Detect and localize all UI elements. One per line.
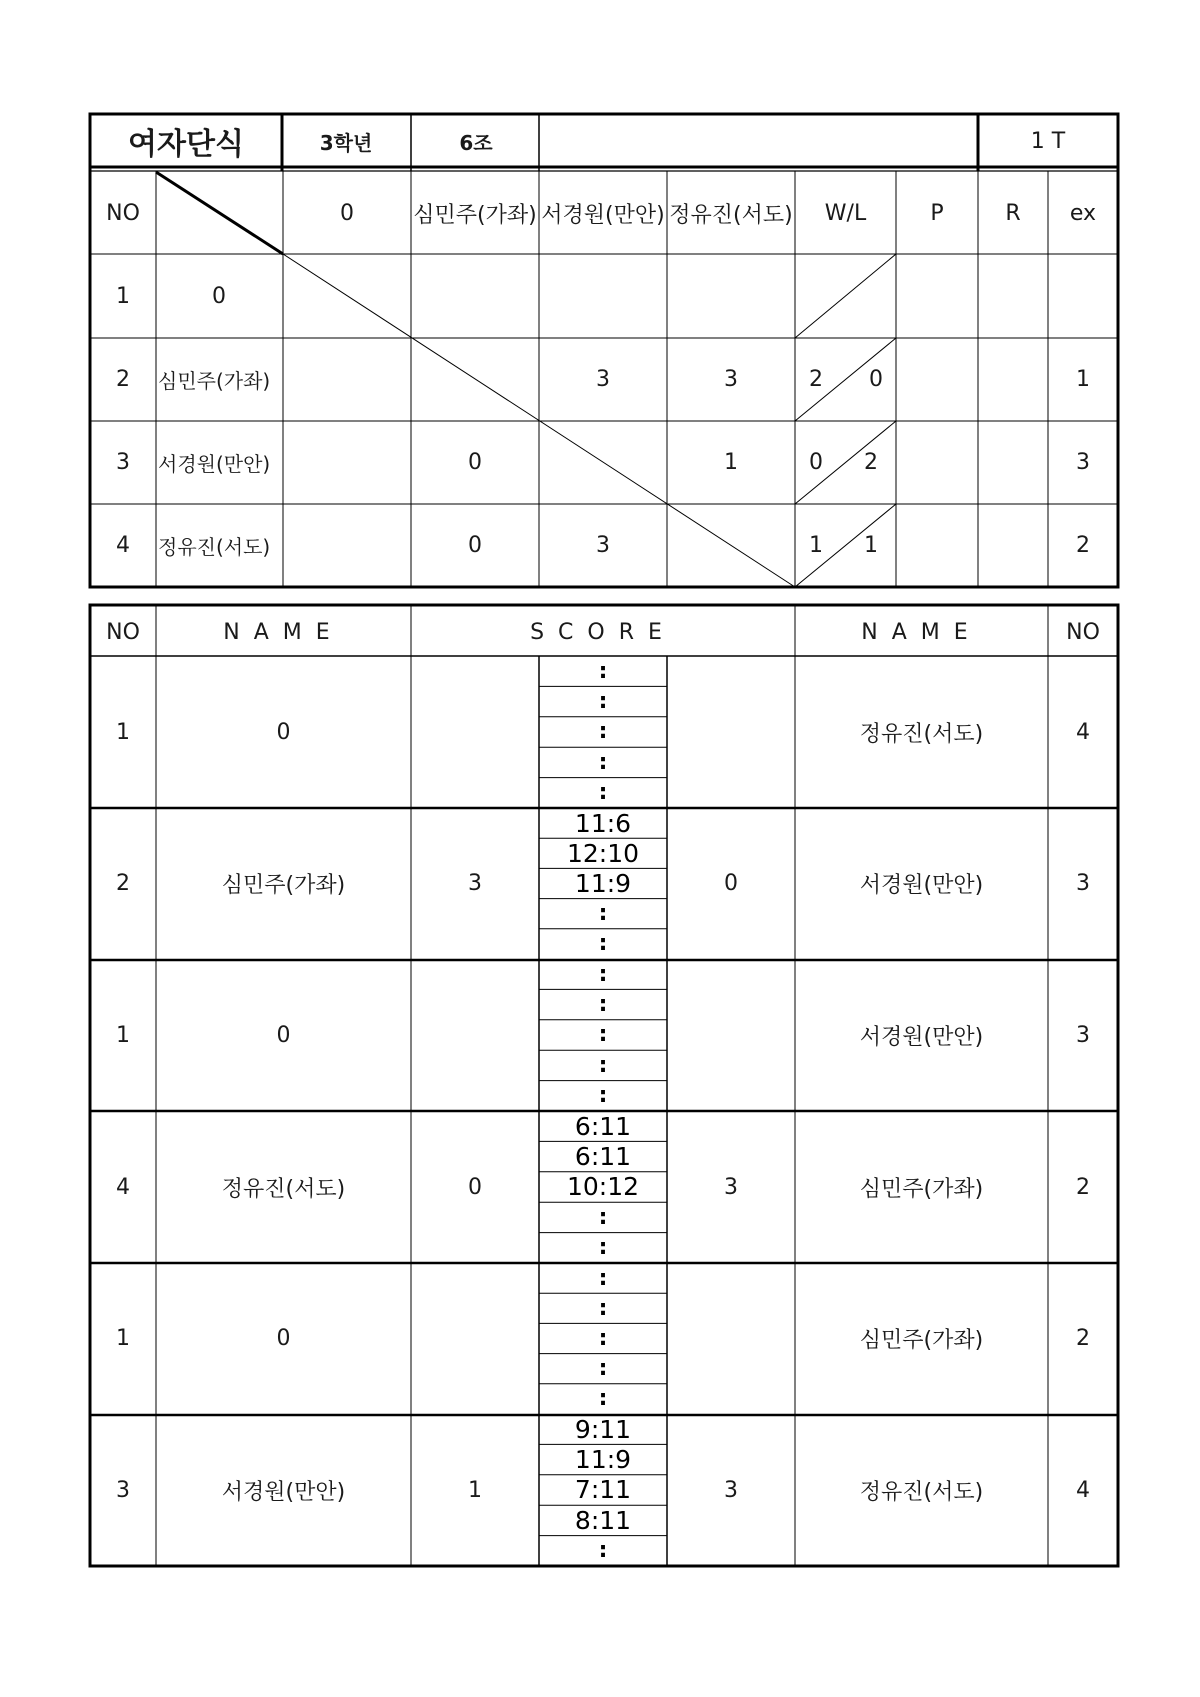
set-score-empty: : [598,992,608,1018]
table-number: 1 T [1030,128,1066,154]
set-score: 10:12 [566,1172,640,1202]
set-score-empty: : [598,1052,608,1078]
set-score-empty: : [598,1022,608,1048]
set-score: 11:9 [574,1445,632,1475]
ex-value: 2 [1076,533,1090,558]
set-score-empty: : [598,1235,608,1261]
row-no: 4 [116,533,130,558]
match-right-no: 4 [1076,719,1090,745]
score-vs-4: 3 [724,367,738,392]
set-score-empty: : [598,931,608,957]
match-right-no: 4 [1076,1477,1090,1503]
match-col-no-right: NO [1066,619,1100,645]
match-left-no: 1 [116,1326,130,1351]
event-title: 여자단식 [128,127,244,162]
ex-value: 3 [1076,450,1090,475]
ex-value: 1 [1076,367,1090,392]
set-score-empty: : [598,719,608,745]
col-player-1: 0 [340,200,354,226]
match-right-no: 2 [1076,1174,1090,1200]
row-no: 3 [116,450,130,475]
match-col-score: SCORE [530,619,676,645]
set-score: 6:11 [574,1142,632,1172]
set-score-empty: : [598,1538,608,1564]
match-right-name: 정유진(서도) [859,721,984,747]
row-no: 2 [116,367,130,392]
set-score-empty: : [598,1325,608,1351]
match-right-no: 3 [1076,1022,1090,1048]
match-right-score: 0 [724,871,738,896]
row-player-name: 정유진(서도) [158,535,271,559]
col-player-2: 심민주(가좌) [413,202,537,228]
score-vs-2: 0 [468,533,482,558]
match-left-no: 1 [116,1022,130,1048]
set-score: 6:11 [574,1111,632,1141]
match-col-name-right: NAME [861,619,982,645]
set-score-empty: : [598,1083,608,1109]
col-r: R [1005,200,1021,226]
match-left-name: 심민주(가좌) [221,873,346,898]
row-player-name: 심민주(가좌) [158,369,271,393]
col-player-4: 정유진(서도) [669,202,793,228]
row-player-name: 서경원(만안) [158,452,271,476]
group-label: 6조 [459,130,493,155]
set-score-empty: : [598,1295,608,1321]
match-left-no: 3 [116,1477,130,1503]
match-left-no: 2 [116,871,130,896]
set-score: 12:10 [566,838,640,868]
set-score-empty: : [598,1265,608,1291]
col-wl: W/L [824,200,867,226]
match-right-no: 2 [1076,1326,1090,1351]
set-score-empty: : [598,749,608,775]
set-score-empty: : [598,658,608,684]
match-right-name: 심민주(가좌) [859,1176,984,1202]
match-right-score: 3 [724,1174,738,1200]
match-col-name-left: NAME [223,619,344,645]
score-vs-3: 3 [596,367,610,392]
wins: 1 [809,533,823,558]
set-score: 11:6 [574,808,632,838]
set-score-empty: : [598,1204,608,1230]
set-score-empty: : [598,1356,608,1382]
match-right-name: 정유진(서도) [859,1479,984,1505]
match-left-name: 0 [276,1326,291,1351]
col-p: P [930,200,944,226]
match-right-score: 3 [724,1477,738,1503]
set-score-empty: : [598,780,608,806]
match-right-name: 심민주(가좌) [859,1328,984,1353]
match-left-name: 0 [276,1022,291,1048]
score-vs-3: 3 [596,533,610,558]
set-score-empty: : [598,1386,608,1412]
col-player-3: 서경원(만안) [541,202,665,228]
set-score-empty: : [598,901,608,927]
match-left-score: 0 [468,1174,482,1200]
col-no: NO [106,200,140,226]
set-score: 8:11 [574,1505,632,1535]
match-left-no: 1 [116,719,130,745]
row-player-name: 0 [212,283,226,309]
wins: 2 [809,367,823,392]
grade-label: 3학년 [319,130,373,155]
set-score-empty: : [598,689,608,715]
wins: 0 [809,450,823,475]
match-right-name: 서경원(만안) [859,1024,984,1050]
set-score: 9:11 [574,1414,632,1444]
set-score-empty: : [598,961,608,987]
losses: 1 [864,533,878,558]
match-left-name: 정유진(서도) [221,1176,346,1202]
col-ex: ex [1069,200,1097,226]
match-left-score: 1 [468,1477,482,1503]
losses: 2 [864,450,878,475]
match-left-score: 3 [468,871,482,896]
losses: 0 [869,367,883,392]
match-right-name: 서경원(만안) [859,873,984,898]
score-vs-4: 1 [724,450,738,475]
score-vs-2: 0 [468,450,482,475]
match-left-name: 서경원(만안) [221,1479,346,1505]
match-left-name: 0 [276,719,291,745]
match-col-no-left: NO [106,619,140,645]
match-left-no: 4 [116,1174,130,1200]
match-right-no: 3 [1076,871,1090,896]
row-no: 1 [116,283,130,309]
set-score: 11:9 [574,868,632,898]
set-score: 7:11 [574,1475,632,1505]
